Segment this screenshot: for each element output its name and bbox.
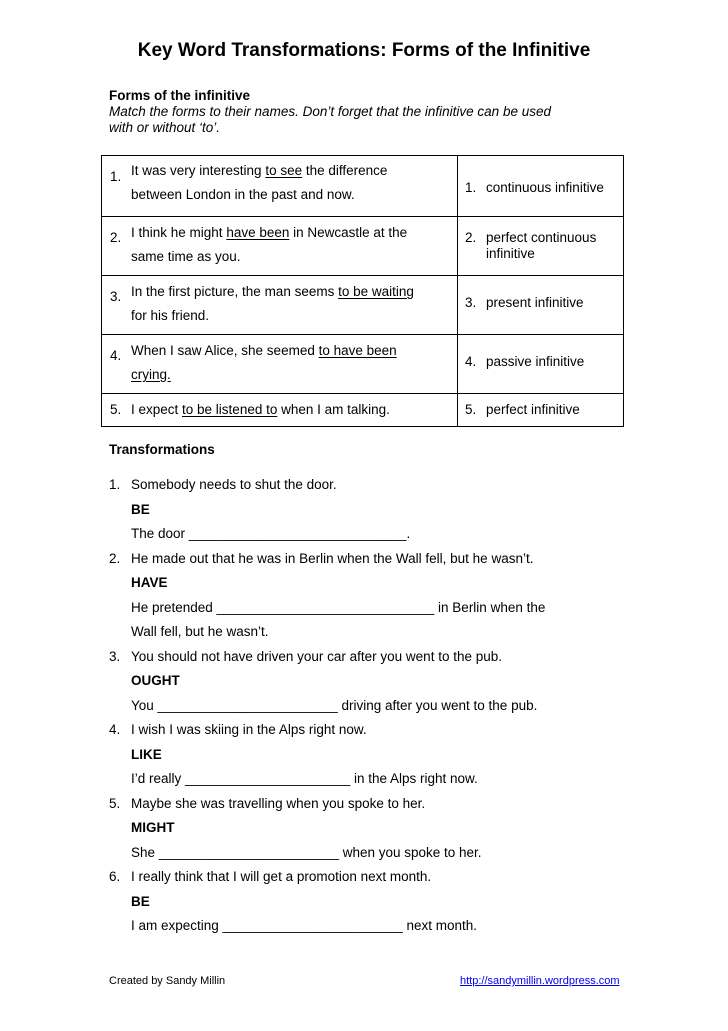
transformations-list bbox=[109, 473, 629, 939]
form-name-cell bbox=[458, 276, 624, 335]
underlined-form: to be waiting bbox=[338, 284, 414, 299]
sentence-cell bbox=[102, 335, 458, 394]
matching-row bbox=[102, 394, 624, 427]
underlined-form: to have been bbox=[318, 343, 397, 358]
underlined-form: have been bbox=[226, 225, 290, 240]
form-number: 3. bbox=[465, 295, 477, 310]
form-name: perfect continuous infinitive bbox=[486, 230, 597, 261]
original-sentence: You should not have driven your car after you went to the pub. bbox=[131, 648, 502, 664]
underlined-form: crying. bbox=[131, 367, 171, 382]
original-sentence: I really think that I will get a promotion next month. bbox=[131, 869, 432, 884]
sentence-number: 2. bbox=[110, 230, 122, 245]
sentence-cell bbox=[102, 276, 458, 335]
sentence-text: When I saw Alice, she seemed bbox=[131, 343, 319, 358]
form-name: present infinitive bbox=[486, 295, 584, 310]
original-sentence: I wish I was skiing in the Alps right now. bbox=[131, 722, 367, 737]
form-name-cell bbox=[458, 335, 624, 394]
sentence-cell bbox=[102, 156, 458, 217]
key-word: BE bbox=[131, 501, 150, 517]
form-number: 5. bbox=[465, 402, 477, 417]
item-number: 3. bbox=[109, 648, 121, 664]
matching-table bbox=[101, 155, 624, 427]
underlined-form: to see bbox=[265, 163, 303, 178]
key-word: LIKE bbox=[131, 746, 162, 762]
original-sentence: Somebody needs to shut the door. bbox=[131, 477, 337, 492]
sentence-number: 1. bbox=[110, 169, 122, 184]
matching-row bbox=[102, 156, 624, 217]
underlined-form: to be listened to bbox=[182, 402, 278, 417]
transformation-item bbox=[109, 865, 629, 939]
form-name: passive infinitive bbox=[486, 354, 585, 369]
transformation-item bbox=[109, 473, 629, 547]
section-heading-transformations: Transformations bbox=[109, 442, 215, 457]
sentence-number: 3. bbox=[110, 289, 122, 304]
transformation-item bbox=[109, 547, 629, 645]
key-word: MIGHT bbox=[131, 820, 175, 835]
sentence-text: I think he might bbox=[131, 225, 227, 240]
transformation-item bbox=[109, 718, 629, 792]
item-number: 2. bbox=[109, 550, 121, 566]
form-name-cell bbox=[458, 156, 624, 217]
footer-link[interactable]: http://sandymillin.wordpress.com bbox=[460, 975, 620, 987]
matching-row bbox=[102, 276, 624, 335]
sentence-text: for his friend. bbox=[131, 308, 210, 323]
key-word: HAVE bbox=[131, 575, 168, 590]
matching-row bbox=[102, 335, 624, 394]
answer-gap-line: Wall fell, but he wasn’t. bbox=[131, 624, 269, 639]
sentence-number: 5. bbox=[110, 402, 122, 417]
page-title: Key Word Transformations: Forms of the Infinitive bbox=[137, 40, 591, 61]
answer-gap-line: The door _____________________________. bbox=[131, 526, 411, 541]
sentence-text: when I am talking. bbox=[277, 402, 390, 417]
footer-credit: Created by Sandy Millin bbox=[109, 975, 226, 987]
instructions-line-1: Match the forms to their names. Don’t forget that the infinitive can be used bbox=[109, 104, 551, 119]
sentence-text: between London in the past and now. bbox=[131, 187, 355, 202]
sentence-text: I expect bbox=[131, 402, 183, 417]
sentence-text: the difference bbox=[302, 163, 388, 178]
matching-row bbox=[102, 217, 624, 276]
sentence-text: same time as you. bbox=[131, 249, 241, 264]
sentence-text: in Newcastle at the bbox=[289, 225, 408, 240]
item-number: 4. bbox=[109, 722, 121, 737]
form-number: 2. bbox=[465, 230, 477, 245]
form-name: continuous infinitive bbox=[486, 180, 604, 195]
form-name-cell bbox=[458, 394, 624, 427]
item-number: 1. bbox=[109, 477, 121, 492]
key-word: OUGHT bbox=[131, 673, 180, 688]
answer-gap-line: She ________________________ when you spoke to her. bbox=[131, 844, 482, 860]
item-number: 6. bbox=[109, 869, 121, 884]
sentence-text: In the first picture, the man seems bbox=[131, 284, 339, 299]
answer-gap-line: I am expecting ________________________ next month. bbox=[131, 918, 478, 933]
transformation-item bbox=[109, 645, 629, 719]
sentence-cell bbox=[102, 394, 458, 427]
form-name: perfect infinitive bbox=[486, 402, 580, 417]
answer-gap-line: He pretended _____________________________ in Berlin when the bbox=[131, 599, 546, 615]
form-number: 1. bbox=[465, 180, 477, 195]
item-number: 5. bbox=[109, 795, 121, 811]
answer-gap-line: I’d really ______________________ in the Alps right now. bbox=[131, 771, 478, 786]
original-sentence: He made out that he was in Berlin when the Wall fell, but he wasn’t. bbox=[131, 550, 534, 566]
form-number: 4. bbox=[465, 354, 477, 369]
section-heading-forms: Forms of the infinitive bbox=[109, 88, 251, 103]
sentence-number: 4. bbox=[110, 348, 122, 363]
intro bbox=[109, 88, 629, 136]
sentence-text: It was very interesting bbox=[131, 163, 266, 178]
answer-gap-line: You ________________________ driving after you went to the pub. bbox=[131, 697, 538, 713]
key-word: BE bbox=[131, 893, 150, 909]
form-name-cell bbox=[458, 217, 624, 276]
original-sentence: Maybe she was travelling when you spoke to her. bbox=[131, 795, 426, 811]
transformation-item bbox=[109, 792, 629, 866]
instructions-line-2: with or without ‘to’. bbox=[109, 120, 221, 135]
sentence-cell bbox=[102, 217, 458, 276]
